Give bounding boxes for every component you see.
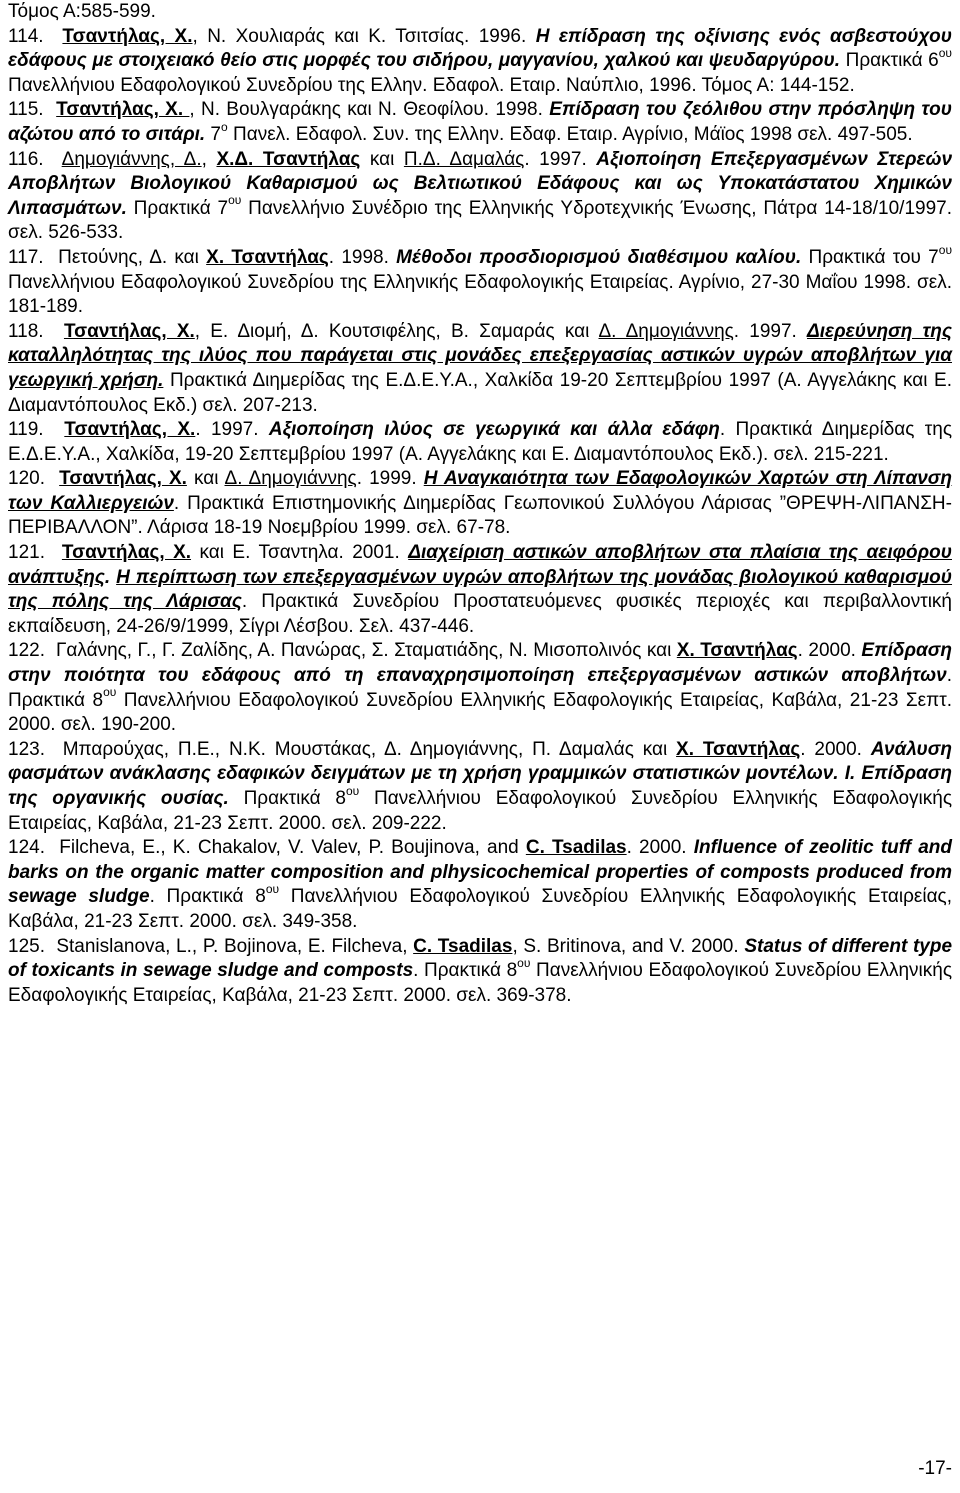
- author-underlined: Δ. Δημογιάννης: [224, 468, 357, 490]
- ordinal-sup: ου: [103, 685, 117, 700]
- source: Πανελλήνιου Εδαφολογικού Συνεδρίου Ελληνικής Εδαφολογικής Εταιρείας, Καβάλα, 21-23 Σεπτ. 2000. σελ. 190-200.: [8, 689, 953, 736]
- ordinal-sup: ου: [345, 783, 360, 798]
- authors: , Ε. Διομή, Δ. Κουτσιφέλης, Β. Σαμαράς και: [194, 320, 599, 342]
- volume-pages: Τόμος Α:585-599.: [8, 1, 156, 22]
- continued-line: [8, 0, 952, 25]
- source: . Πρακτικά 8: [413, 960, 518, 982]
- authors: Γαλάνης, Γ., Γ. Ζαλίδης, Α. Πανώρας, Σ. Σταματιάδης, Ν. Μισοπολινός και: [55, 640, 677, 662]
- reference-114: [8, 25, 952, 99]
- separator: ,: [201, 148, 217, 170]
- ref-title: Influence of zeolitic tuff and barks on the organic matter composition and plhysicochemical properties of composts produced from sewage sludge: [8, 837, 952, 908]
- authors: Filcheva, E., K. Chakalov, V. Valev, P. Boujinova, and: [59, 837, 526, 859]
- reference-120: [8, 467, 952, 541]
- source: Πανελλήνιου Εδαφολογικού Συνεδρίου της Ελληνικής Εδαφολογικής Εταιρείας. Αγρίνιο, 27-30 Μαΐου 1998. σελ. 181-189.: [8, 271, 952, 318]
- year: . 1997.: [195, 419, 269, 441]
- author-highlight: Τσαντήλας, Χ.: [61, 542, 192, 564]
- source: Πανελλήνιου Εδαφολογικού Συνεδρίου Ελληνικής Εδαφολογικής Εταιρείας, Καβάλα, 21-23 Σεπτ. 2000. σελ. 209-222.: [8, 788, 953, 834]
- authors: Μπαρούχας, Π.Ε., Ν.Κ. Μουστάκας, Δ. Δημογιάννης, Π. Δαμαλάς και: [62, 738, 677, 760]
- ref-title: Αξιοποίηση Επεξεργασμένων Στερεών Αποβλήτων Βιολογικού Καθαρισμού ως Βελτιωτικού Εδάφους και ως Υποκατάστατου Χημικών Λιπασμάτων.: [8, 148, 953, 219]
- ref-number: 122.: [8, 640, 45, 662]
- source: Πρακτικά του 7: [801, 246, 939, 268]
- ordinal-sup: ο: [221, 119, 228, 134]
- author-highlight: Χ.Δ. Τσαντήλας: [216, 148, 361, 170]
- author-highlight: Χ. Τσαντήλας: [676, 640, 798, 662]
- author-highlight: Τσαντήλας, Χ.: [64, 419, 196, 441]
- ref-number: 121.: [8, 542, 45, 564]
- ref-title: Η περίπτωση των επεξεργασμένων υγρών αποβλήτων της μονάδας βιολογικού καθαρισμού της πόλης της Λάρισας: [8, 566, 953, 613]
- ref-title: Διερεύνηση της καταλληλότητας της ιλύος που παράγεται στις μονάδες επεξεργασίας αστικών υγρών αποβλήτων για γεωργική χρήση.: [8, 320, 952, 391]
- reference-125: [8, 935, 952, 1009]
- source: Πρακτικά 8: [228, 788, 346, 809]
- source: . Πρακτικά Συνεδρίου Προστατευόμενες φυσικές περιοχές και περιβαλλοντική εκπαίδευση, 24-26/9/1999, Σίγρι Λέσβου. Σελ. 437-446.: [8, 591, 952, 637]
- ordinal-sup: ου: [228, 193, 242, 208]
- ordinal-sup: ου: [938, 242, 953, 257]
- ref-title: Επίδραση στην ποιότητα του εδάφους από τη επαναχρησιμοποίηση επεξεργασμένων αστικών αποβλήτων: [8, 640, 952, 687]
- reference-122: [8, 639, 952, 737]
- source: . Πρακτικά Διημερίδας της Ε.Δ.Ε.Υ.Α., Χαλκίδα, 19-20 Σεπτεμβρίου 1997 (Α. Αγγελάκης και Ε. Διαμαντόπουλος Εκδ.). σελ. 215-221.: [8, 419, 952, 465]
- ordinal-sup: ου: [938, 45, 952, 60]
- ref-title: Μέθοδοι προσδιορισμού διαθέσιμου καλίου.: [396, 246, 802, 268]
- ref-number: 119.: [8, 419, 44, 441]
- separator: .: [104, 566, 117, 588]
- year: . 2000.: [800, 738, 871, 760]
- year: . 2000.: [626, 837, 694, 859]
- author-highlight: Χ. Τσαντήλας: [206, 246, 329, 268]
- ordinal-sup: ου: [517, 955, 531, 970]
- authors: , S. Britinova, and V. 2000.: [512, 935, 745, 957]
- author-highlight: Χ. Τσαντήλας: [676, 738, 801, 760]
- ref-number: 124.: [8, 837, 45, 859]
- reference-list: [8, 0, 952, 1008]
- ref-title: Η επίδραση της οξίνισης ενός ασβεστούχου εδάφους με στοιχειακό θείο στις μορφές του σιδήρου, μαγγανίου, χαλκού και ψευδαργύρου.: [8, 25, 953, 72]
- ref-number: 114.: [8, 25, 44, 47]
- ref-number: 117.: [8, 246, 44, 268]
- authors: , Ν. Χουλιαράς και Κ. Τσιτσίας. 1996.: [192, 25, 536, 47]
- ref-number: 115.: [8, 99, 44, 121]
- ref-title: Αξιοποίηση ιλύος σε γεωργικά και άλλα εδάφη: [268, 419, 720, 441]
- author-highlight: Τσαντήλας, Χ.: [63, 320, 195, 342]
- reference-118: [8, 320, 952, 418]
- ref-number: 125.: [8, 935, 45, 957]
- author-highlight: C. Tsadilas: [525, 837, 627, 859]
- year: . 1997.: [733, 320, 807, 342]
- source: Πανελλήνιο Συνέδριο της Ελληνικής Υδροτεχνικής Ένωσης, Πάτρα 14-18/10/1997. σελ. 526-533.: [8, 197, 952, 244]
- author-highlight: Τσαντήλας, Χ.: [59, 468, 187, 490]
- ref-title: Status of different type of toxicants in sewage sludge and composts: [8, 935, 953, 982]
- reference-115: [8, 98, 952, 147]
- source: Πρακτικά 7: [126, 197, 229, 219]
- authors: και Ε. Τσαντηλα. 2001.: [191, 542, 409, 564]
- year: . 2000.: [797, 640, 862, 662]
- source: 7: [205, 123, 222, 145]
- ordinal-sup: ου: [265, 882, 280, 897]
- ref-title: Η Αναγκαιότητα των Εδαφολογικών Χαρτών στη Λίπανση των Καλλιεργειών: [8, 468, 953, 514]
- reference-124: [8, 836, 952, 934]
- author-highlight: Τσαντήλας, Χ.: [56, 99, 190, 121]
- separator: και: [360, 148, 404, 170]
- reference-119: [8, 418, 952, 467]
- ref-title: Ανάλυση φασμάτων ανάκλασης εδαφικών δειγμάτων με τη χρήση γραμμικών στατιστικών μοντέλων. Ι. Επίδραση της οργανικής ουσίας.: [8, 738, 953, 809]
- ref-title: Επίδραση του ζεόλιθου στην πρόσληψη του αζώτου από το σιτάρι.: [8, 99, 953, 145]
- year: . 1997.: [524, 148, 597, 170]
- source: Πρακτικά Διημερίδας της Ε.Δ.Ε.Υ.Α., Χαλκίδα 19-20 Σεπτεμβρίου 1997 (Α. Αγγελάκης και Ε. Διαμαντόπουλος Εκδ.) σελ. 207-213.: [8, 369, 952, 416]
- ref-number: 116.: [8, 148, 44, 170]
- source: Πρακτικά 6: [840, 50, 939, 72]
- year: . 1998.: [328, 246, 397, 268]
- author-highlight: Τσαντήλας, Χ.: [62, 25, 193, 47]
- page-number: -17-: [918, 1458, 952, 1479]
- authors: Πετούνης, Δ. και: [58, 246, 207, 268]
- source: . Πρακτικά 8: [149, 886, 266, 908]
- reference-123: [8, 738, 952, 836]
- author-underlined: Δ. Δημογιάννης: [598, 320, 734, 342]
- author-highlight: C. Tsadilas: [413, 935, 513, 957]
- reference-116: [8, 148, 952, 246]
- source: Πανελλήνιου Εδαφολογικού Συνεδρίου της Ελλην. Εδαφολ. Εταιρ. Ναύπλιο, 1996. Τόμος Α: 144-152.: [8, 74, 855, 96]
- year: . 1999.: [356, 468, 424, 490]
- ref-number: 118.: [8, 320, 44, 342]
- author-underlined: Π.Δ. Δαμαλάς: [403, 148, 525, 170]
- source: . Πρακτικά 8: [8, 665, 952, 711]
- source: Πανελλήνιου Εδαφολογικού Συνεδρίου Ελληνικής Εδαφολογικής Εταιρείας, Καβάλα, 21-23 Σεπτ. 2000. σελ. 369-378.: [8, 960, 952, 1006]
- authors: Stanislanova, L., P. Bojinova, E. Filcheva,: [56, 935, 414, 957]
- source: . Πρακτικά Επιστημονικής Διημερίδας Γεωπονικού Συλλόγου Λάρισας ”ΘΡΕΨΗ-ΛΙΠΑΝΣΗ-ΠΕΡΙΒΑΛΛΟΝ”. Λάρισα 18-19 Νοεμβρίου 1999. σελ. 67-78.: [8, 492, 952, 539]
- ref-title: Διαχείριση αστικών αποβλήτων στα πλαίσια της αειφόρου ανάπτυξης: [8, 542, 952, 588]
- reference-121: [8, 541, 952, 639]
- ref-number: 123.: [8, 738, 45, 760]
- ref-number: 120.: [8, 468, 45, 490]
- authors: , Ν. Βουλγαράκης και Ν. Θεοφίλου. 1998.: [189, 99, 550, 121]
- source: Πανελ. Εδαφολ. Συν. της Ελλην. Εδαφ. Εταιρ. Αγρίνιο, Μάϊος 1998 σελ. 497-505.: [227, 123, 913, 145]
- separator: και: [186, 468, 225, 490]
- author-underlined: Δημογιάννης, Δ.: [61, 148, 202, 170]
- reference-117: [8, 242, 953, 320]
- source: Πανελλήνιου Εδαφολογικού Συνεδρίου Ελληνικής Εδαφολογικής Εταιρείας, Καβάλα, 21-23 Σεπτ. 2000. σελ. 349-358.: [8, 886, 952, 932]
